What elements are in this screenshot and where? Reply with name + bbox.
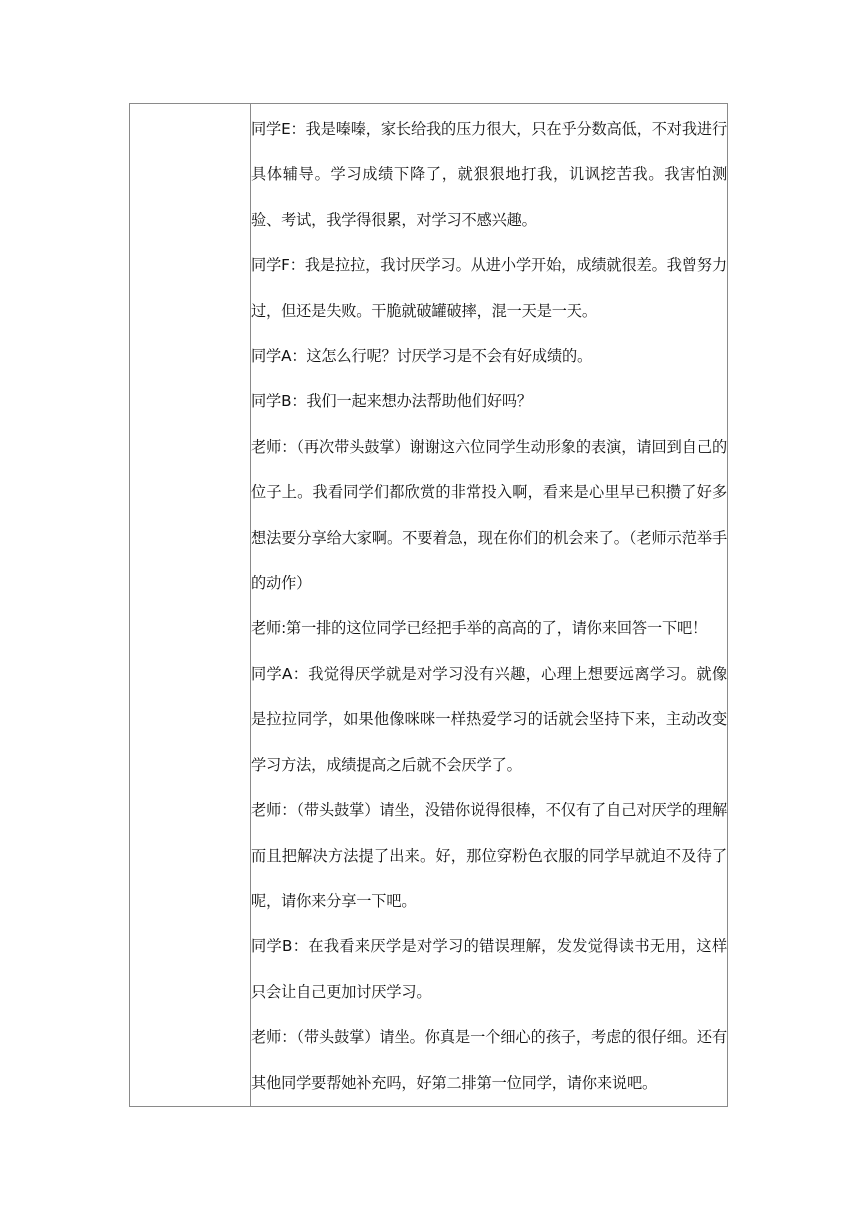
dialogue-paragraph: 同学A：这怎么行呢？讨厌学习是不会有好成绩的。 bbox=[251, 347, 593, 366]
dialogue-paragraph: 老师:第一排的这位同学已经把手举的高高的了，请你来回答一下吧！ bbox=[251, 619, 708, 638]
left-empty-cell bbox=[130, 104, 251, 1107]
dialogue-paragraph: 同学B：在我看来厌学是对学习的错误理解，发发觉得读书无用，这样只会让自己更加讨厌学习。 bbox=[251, 937, 727, 1001]
dialogue-cell bbox=[251, 104, 728, 1107]
dialogue-paragraph: 老师：（带头鼓掌）请坐，没错你说得很棒，不仅有了自己对厌学的理解而且把解决方法提了出来。好，那位穿粉色衣服的同学早就迫不及待了呢，请你来分享一下吧。 bbox=[251, 801, 727, 910]
dialogue-paragraph: 同学F：我是拉拉，我讨厌学习。从进小学开始，成绩就很差。我曾努力过，但还是失败。干脆就破罐破摔，混一天是一天。 bbox=[251, 256, 727, 320]
lesson-table bbox=[129, 103, 728, 1107]
dialogue-paragraph: 同学A：我觉得厌学就是对学习没有兴趣，心理上想要远离学习。就像是拉拉同学，如果他像咪咪一样热爱学习的话就会坚持下来，主动改变学习方法，成绩提高之后就不会厌学了。 bbox=[251, 664, 727, 774]
dialogue-paragraph: 老师：（再次带头鼓掌）谢谢这六位同学生动形象的表演，请回到自己的位子上。我看同学们都欣赏的非常投入啊，看来是心里早已积攒了好多想法要分享给大家啊。不要着急，现在你们的机会来了。（老师示范举手的动作） bbox=[251, 437, 727, 593]
dialogue-paragraph: 同学E：我是嗪嗪，家长给我的压力很大，只在乎分数高低，不对我进行具体辅导。学习成绩下降了，就狠狠地打我，讥讽挖苦我。我害怕测验、考试，我学得很累，对学习不感兴趣。 bbox=[251, 120, 727, 229]
dialogue-content bbox=[251, 104, 727, 1106]
table-row bbox=[130, 104, 728, 1107]
dialogue-paragraph: 同学B：我们一起来想办法帮助他们好吗？ bbox=[251, 392, 532, 411]
dialogue-paragraph: 老师：（带头鼓掌）请坐。你真是一个细心的孩子，考虑的很仔细。还有其他同学要帮她补充吗，好第二排第一位同学，请你来说吧。 bbox=[251, 1028, 727, 1092]
